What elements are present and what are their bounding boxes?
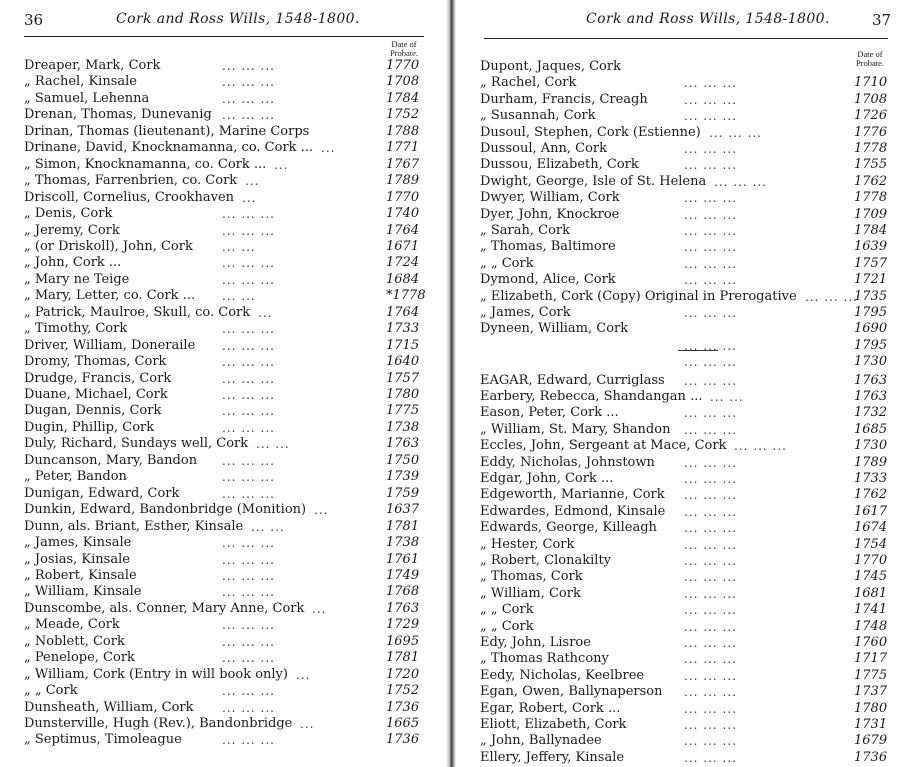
leader-dots: ... ... ...	[684, 109, 737, 124]
leader-dots: ... ... ...	[714, 174, 767, 189]
header-rule	[24, 36, 424, 37]
entry-name: „ Patrick, Maulroe, Skull, co. Cork	[24, 304, 251, 320]
leader-dots: ... ... ...	[684, 521, 737, 536]
entry-name: Dunkin, Edward, Bandonbridge (Monition)	[24, 502, 307, 518]
leader-dots: ...	[300, 717, 315, 731]
probate-year: 1757	[386, 370, 420, 386]
probate-year: 1736	[854, 749, 888, 765]
probate-year: 1781	[386, 650, 420, 666]
entry-name: „ Noblett, Cork	[24, 633, 125, 649]
leader-dots: ...	[296, 667, 311, 682]
header-rule	[484, 38, 888, 39]
probate-year: 1780	[386, 387, 420, 402]
date-of-probate-heading-line: Probate.	[855, 58, 885, 68]
entry-name: „ Simon, Knocknamanna, co. Cork ...	[24, 156, 267, 172]
probate-year: 1708	[386, 74, 420, 90]
leader-dots: ... ... ...	[222, 585, 275, 600]
probate-year: 1733	[854, 471, 888, 486]
leader-dots: ... ... ...	[222, 453, 275, 468]
leader-dots: ... ... ...	[684, 570, 737, 585]
probate-year: 1708	[854, 91, 888, 107]
leader-dots: ... ... ...	[805, 289, 858, 304]
probate-year: 1745	[854, 569, 888, 585]
probate-year: 1762	[854, 173, 888, 189]
leader-dots: ... ... ...	[222, 420, 275, 435]
leader-dots: ... ... ...	[684, 472, 737, 486]
leader-dots: ... ... ...	[222, 207, 275, 222]
probate-year: 1738	[386, 535, 420, 551]
probate-year: 1781	[386, 518, 420, 534]
probate-year: 1715	[386, 337, 420, 353]
date-of-probate-heading-line: Date of	[857, 49, 883, 59]
leader-dots: ... ... ...	[222, 75, 275, 90]
entry-name: Drenan, Thomas, Dunevanig	[24, 107, 212, 123]
probate-year: 1710	[854, 75, 888, 91]
probate-year: 1617	[854, 503, 888, 519]
entry-name: Dwyer, William, Cork	[480, 190, 620, 206]
entry-name: „ William, St. Mary, Shandon	[480, 421, 671, 437]
entry-name: „ Jeremy, Cork	[24, 222, 120, 238]
leader-dots: ... ... ...	[684, 603, 737, 618]
entry-name: „ William, Cork (Entry in will book only)	[24, 666, 288, 682]
leader-dots: ... ... ...	[684, 158, 737, 173]
leader-dots: ...	[312, 601, 327, 616]
entry-name: Durham, Francis, Creagh	[480, 91, 648, 107]
probate-year: 1795	[854, 337, 888, 353]
probate-year: 1764	[386, 304, 420, 320]
entry-name: Dreaper, Mark, Cork	[24, 58, 161, 73]
probate-year: 1736	[386, 699, 420, 715]
probate-year: 1763	[854, 372, 888, 388]
entry-name: „ Denis, Cork	[24, 206, 113, 222]
entry-name: Dunsheath, William, Cork	[24, 699, 194, 715]
entry-name: „ Meade, Cork	[24, 617, 120, 633]
leader-dots: ...	[314, 503, 329, 518]
probate-year: 1732	[854, 405, 888, 421]
probate-year: 1685	[854, 421, 888, 437]
date-of-probate-heading	[850, 50, 890, 68]
probate-year: 1750	[386, 452, 420, 468]
probate-year: 1752	[386, 683, 420, 699]
probate-year: 1684	[386, 271, 420, 287]
entry-name: Eccles, John, Sergeant at Mace, Cork	[480, 438, 727, 454]
entry-name: Duane, Michael, Cork	[24, 387, 168, 402]
entry-name: „ Hester, Cork	[480, 536, 575, 552]
leader-dots: ... ... ...	[684, 636, 737, 650]
entry-name: Drinan, Thomas (lieutenant), Marine Corps	[24, 123, 310, 139]
probate-year: 1730	[854, 438, 888, 454]
probate-year: 1709	[854, 206, 888, 222]
entry-name: „ Thomas Rathcony	[480, 651, 609, 667]
probate-year: 1784	[854, 223, 888, 238]
entry-name: „ Josias, Kinsale	[24, 551, 130, 567]
entry-name: Dugin, Phillip, Cork	[24, 419, 155, 435]
entry-name: „ William, Kinsale	[24, 584, 142, 600]
entry-name: Dyer, John, Knockroe	[480, 206, 620, 222]
running-head: Cork and Ross Wills, 1548-1800.	[586, 11, 830, 27]
leader-dots: ... ... ...	[684, 92, 737, 107]
date-of-probate-heading-line: Probate.	[389, 48, 419, 58]
probate-year: 1789	[854, 454, 888, 470]
probate-year: 1738	[386, 419, 420, 435]
probate-year: 1768	[386, 584, 420, 600]
entry-name: „ Rachel, Cork	[480, 75, 577, 91]
probate-year: 1740	[386, 206, 420, 222]
probate-year: 1679	[854, 733, 888, 749]
probate-year: 1752	[386, 107, 420, 123]
probate-year: 1717	[854, 651, 888, 667]
leader-dots: ... ... ...	[709, 125, 762, 140]
probate-year: 1665	[386, 716, 420, 731]
entry-name: Dupont, Jaques, Cork	[480, 59, 621, 74]
leader-dots: ... ... ...	[684, 273, 737, 288]
leader-dots: ... ... ...	[684, 619, 737, 634]
leader-dots: ... ... ...	[222, 388, 275, 402]
entry-name: „ Thomas, Cork	[480, 569, 583, 585]
leader-dots: ... ...	[222, 289, 256, 304]
leader-dots: ... ... ...	[684, 422, 737, 437]
probate-year: 1690	[854, 321, 888, 337]
probate-year: 1788	[386, 123, 420, 139]
entry-name: Edgeworth, Marianne, Cork	[480, 487, 665, 503]
entry-name: Egan, Owen, Ballynaperson	[480, 684, 663, 700]
leader-dots: ... ... ...	[684, 718, 737, 732]
leader-dots: ... ... ...	[222, 536, 275, 551]
probate-year: 1780	[854, 700, 888, 716]
leader-dots: ... ... ...	[684, 668, 737, 683]
probate-year: 1749	[386, 567, 420, 583]
probate-year: 1776	[854, 124, 888, 140]
probate-year: 1674	[854, 520, 888, 536]
entry-name: „ „ Cork	[480, 602, 534, 618]
leader-dots: ... ... ...	[684, 373, 737, 388]
leader-dots: ... ... ...	[222, 91, 275, 106]
entry-name: „ Sarah, Cork	[480, 223, 570, 238]
leader-dots: ... ...	[251, 519, 285, 534]
probate-year: 1763	[386, 436, 420, 452]
leader-dots: ... ... ...	[684, 685, 737, 700]
leader-dots: ... ... ...	[684, 488, 737, 503]
probate-year: 1764	[386, 222, 420, 238]
probate-year: 1741	[854, 602, 888, 618]
entry-name: „ Robert, Clonakilty	[480, 553, 612, 568]
leader-dots: ... ... ...	[222, 486, 275, 501]
entry-name: „ Mary, Letter, co. Cork ...	[24, 288, 196, 304]
entry-name: Dymond, Alice, Cork	[480, 272, 616, 288]
leader-dots: ... ... ...	[222, 256, 275, 271]
probate-year: 1671	[386, 238, 420, 254]
entry-name: „ Robert, Kinsale	[24, 567, 137, 583]
entry-name: „ Peter, Bandon	[24, 469, 127, 485]
probate-year: 1737	[854, 684, 888, 700]
entry-name: Dunscombe, als. Conner, Mary Anne, Cork	[24, 600, 305, 616]
leader-dots: ... ... ...	[222, 404, 275, 419]
leader-dots: ... ... ...	[684, 734, 737, 749]
probate-year: 1770	[854, 553, 888, 568]
leader-dots: ... ... ...	[684, 191, 737, 206]
right-page	[452, 0, 900, 767]
probate-year: 1759	[386, 485, 420, 501]
leader-dots: ... ... ...	[222, 684, 275, 699]
entry-name: Edgar, John, Cork ...	[480, 471, 614, 486]
probate-year: 1755	[854, 157, 888, 173]
leader-dots: ... ... ...	[684, 76, 737, 91]
probate-year: 1729	[386, 617, 420, 633]
leader-dots: ...	[242, 190, 257, 205]
entry-name: Eliott, Elizabeth, Cork	[480, 717, 627, 732]
probate-year: 1775	[854, 667, 888, 683]
probate-year: 1771	[386, 140, 420, 156]
entry-name: „ Septimus, Timoleague	[24, 732, 182, 748]
entry-name: „ „ Cork	[24, 683, 78, 699]
entry-name: „ Mary ne Teige	[24, 271, 130, 287]
probate-year: 1733	[386, 321, 420, 337]
entry-name: Driver, William, Doneraile	[24, 337, 196, 353]
leader-dots: ... ... ...	[684, 586, 737, 601]
leader-dots: ... ... ...	[222, 272, 275, 287]
leader-dots: ... ... ...	[222, 338, 275, 353]
probate-year: 1736	[386, 732, 420, 748]
leader-dots: ... ... ...	[222, 618, 275, 633]
probate-year: 1724	[386, 255, 420, 271]
leader-dots: ... ...	[710, 390, 744, 404]
entry-name: Dusoul, Stephen, Cork (Estienne)	[480, 124, 701, 140]
entry-name: „ Thomas, Farrenbrien, co. Cork	[24, 173, 238, 189]
probate-year: 1730	[854, 354, 888, 370]
probate-year: 1735	[854, 288, 888, 304]
probate-year: 1721	[854, 272, 888, 288]
entry-name: Egar, Robert, Cork ...	[480, 700, 621, 716]
leader-dots: ... ... ...	[222, 371, 275, 386]
probate-year: 1775	[386, 403, 420, 419]
leader-dots: ... ... ...	[684, 306, 737, 320]
entry-name: „ William, Cork	[480, 585, 581, 601]
entry-name: Duncanson, Mary, Bandon	[24, 452, 198, 468]
entry-name: Edy, John, Lisroe	[480, 635, 591, 650]
running-head: Cork and Ross Wills, 1548-1800.	[116, 11, 360, 27]
leader-dots: ... ... ...	[684, 256, 737, 271]
entry-name: EAGAR, Edward, Curriglass	[480, 372, 665, 388]
probate-year: 1767	[386, 156, 420, 172]
probate-year: 1760	[854, 635, 888, 650]
probate-year: *1778	[386, 288, 426, 304]
probate-year: 1739	[386, 469, 420, 485]
leader-dots: ... ... ...	[222, 568, 275, 583]
probate-year: 1695	[386, 633, 420, 649]
probate-year: 1795	[854, 305, 888, 320]
entry-name: „ Penelope, Cork	[24, 650, 135, 666]
entry-name: „ „ Cork	[480, 255, 534, 271]
leader-dots: ... ... ...	[684, 240, 737, 255]
leader-dots: ... ... ...	[222, 552, 275, 567]
probate-year: 1763	[854, 389, 888, 404]
leader-dots: ...	[274, 157, 289, 172]
leader-dots: ... ...	[256, 437, 290, 452]
leader-dots: ...	[321, 141, 336, 156]
entry-name: „ James, Kinsale	[24, 535, 132, 551]
entry-name: Dyneen, William, Cork	[480, 321, 629, 337]
entry-name: Eddy, Nicholas, Johnstown	[480, 454, 655, 470]
probate-year: 1639	[854, 239, 888, 255]
probate-year: 1748	[854, 618, 888, 634]
probate-year: 1681	[854, 585, 888, 601]
entry-name: „ Rachel, Kinsale	[24, 74, 137, 90]
probate-year: 1761	[386, 551, 420, 567]
probate-year: 1726	[854, 108, 888, 124]
entry-name: Drudge, Francis, Cork	[24, 370, 172, 386]
date-of-probate-heading	[384, 40, 424, 58]
leader-dots: ... ... ...	[222, 223, 275, 238]
probate-year: 1731	[854, 717, 888, 732]
page-number: 36	[24, 11, 44, 29]
entry-name: Dunn, als. Briant, Esther, Kinsale	[24, 518, 244, 534]
entry-name: Dunigan, Edward, Cork	[24, 485, 180, 501]
leader-dots: ... ... ...	[222, 108, 275, 123]
entry-name: „ John, Cork ...	[24, 255, 122, 271]
leader-dots: ... ...	[222, 239, 256, 254]
leader-dots: ... ... ...	[684, 406, 737, 421]
leader-dots: ...	[245, 174, 260, 189]
leader-dots: ... ... ...	[222, 355, 275, 370]
leader-dots: ... ... ...	[684, 224, 737, 238]
leader-dots: ... ... ...	[684, 455, 737, 470]
entry-name: „ James, Cork	[480, 305, 571, 320]
probate-year: 1784	[386, 90, 420, 106]
leader-dots: ... ... ...	[684, 504, 737, 519]
entry-name: Edwards, George, Killeagh	[480, 520, 657, 536]
leader-dots: ... ... ...	[684, 142, 737, 156]
probate-year: 1778	[854, 190, 888, 206]
probate-year: 1770	[386, 189, 420, 205]
probate-year: 1762	[854, 487, 888, 503]
entry-name: „ Samuel, Lehenna	[24, 90, 150, 106]
leader-dots: ... ... ...	[684, 338, 737, 353]
leader-dots: ...	[258, 305, 273, 320]
leader-dots: ... ... ...	[222, 59, 275, 73]
leader-dots: ... ... ...	[684, 207, 737, 222]
leader-dots: ... ... ...	[684, 537, 737, 552]
leader-dots: ... ... ...	[222, 733, 275, 748]
entry-name: Eason, Peter, Cork ...	[480, 405, 619, 421]
entry-name: Dussou, Elizabeth, Cork	[480, 157, 639, 173]
entry-name: „ Susannah, Cork	[480, 108, 596, 124]
leader-dots: ... ... ...	[222, 634, 275, 649]
entry-name: Edwardes, Edmond, Kinsale	[480, 503, 666, 519]
leader-dots: ... ... ...	[222, 651, 275, 666]
leader-dots: ... ... ...	[684, 750, 737, 765]
entry-name: Dussoul, Ann, Cork	[480, 141, 608, 156]
entry-name: Dwight, George, Isle of St. Helena	[480, 173, 707, 189]
probate-year: 1640	[386, 354, 420, 370]
entry-name: „ „ Cork	[480, 618, 534, 634]
entry-name: Dunsterville, Hugh (Rev.), Bandonbridge	[24, 716, 293, 731]
left-page	[0, 0, 448, 767]
probate-year: 1637	[386, 502, 420, 518]
entry-name: Drinane, David, Knocknamanna, co. Cork ...	[24, 140, 314, 156]
entry-name: Earbery, Rebecca, Shandangan ...	[480, 389, 703, 404]
entry-name: Dromy, Thomas, Cork	[24, 354, 167, 370]
entry-name: „ John, Ballynadee	[480, 733, 602, 749]
leader-dots: ... ... ...	[684, 652, 737, 667]
leader-dots: ... ... ...	[222, 700, 275, 715]
probate-year: 1770	[386, 58, 420, 73]
entry-name: „ Timothy, Cork	[24, 321, 128, 337]
date-of-probate-heading-line: Date of	[391, 39, 417, 49]
entry-name: „ Thomas, Baltimore	[480, 239, 616, 255]
leader-dots: ... ... ...	[684, 355, 737, 370]
probate-year: 1778	[854, 141, 888, 156]
probate-year: 1789	[386, 173, 420, 189]
probate-year: 1757	[854, 255, 888, 271]
leader-dots: ... ... ...	[684, 701, 737, 716]
page-number: 37	[872, 11, 892, 29]
entry-name: Eedy, Nicholas, Keelbree	[480, 667, 645, 683]
probate-year: 1754	[854, 536, 888, 552]
entry-name: Driscoll, Cornelius, Crookhaven	[24, 189, 235, 205]
leader-dots: ... ... ...	[222, 322, 275, 337]
entry-name: „ Elizabeth, Cork (Copy) Original in Prerogative	[480, 288, 797, 304]
entry-name: Duly, Richard, Sundays well, Cork	[24, 436, 249, 452]
entry-name: Dugan, Dennis, Cork	[24, 403, 162, 419]
entry-name: Ellery, Jeffery, Kinsale	[480, 749, 625, 765]
leader-dots: ... ... ...	[734, 439, 787, 454]
entry-name: „ (or Driskoll), John, Cork	[24, 238, 193, 254]
probate-year: 1763	[386, 600, 420, 616]
leader-dots: ... ... ...	[222, 470, 275, 485]
leader-dots: ... ... ...	[684, 554, 737, 568]
probate-year: 1720	[386, 666, 420, 682]
